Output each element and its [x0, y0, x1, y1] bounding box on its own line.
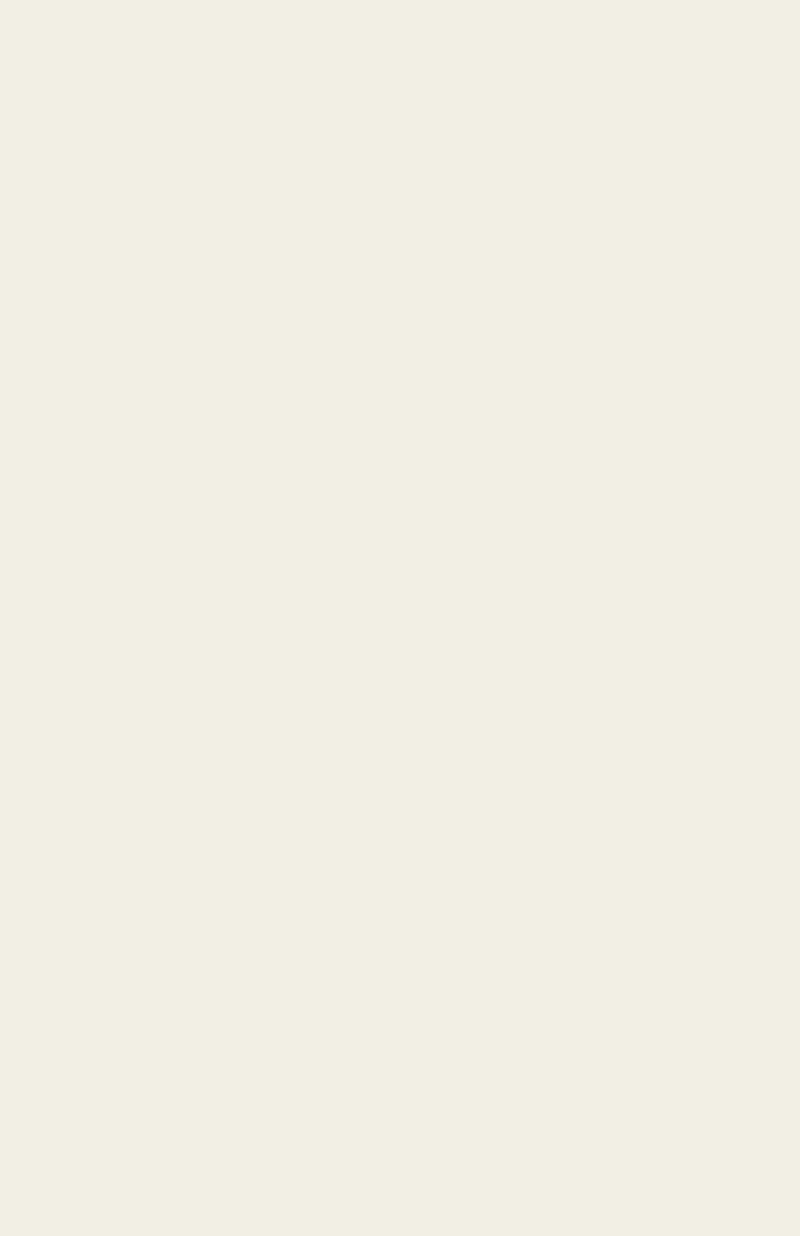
operations-table	[36, 67, 722, 1135]
